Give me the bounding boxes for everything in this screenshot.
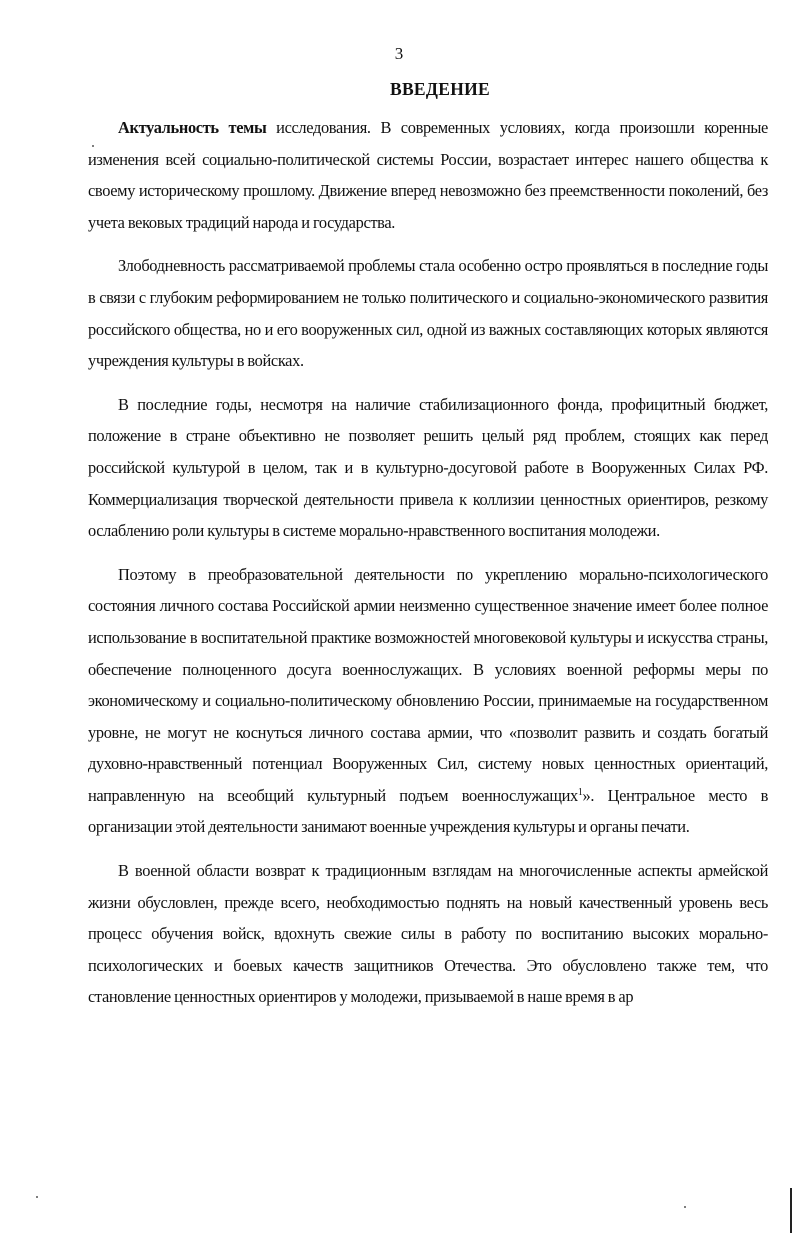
paragraph-relevance (88, 112, 768, 238)
body-text (88, 112, 768, 1013)
paragraph-current-situation (88, 389, 768, 547)
paragraph-text: В последние годы, несмотря на наличие стабилизационного фонда, профицитный бюджет, положение в стране объективно не позволяет решить целый ряд проблем, стоящих как перед российской культурой в целом, так и в культурно-досуговой работе в Вооруженных Силах РФ. Коммерциализация творческой деятельности привела к коллизии ценностных ориентиров, резкому ослаблению роли культуры в системе морально-нравственного воспитания молодежи. (88, 394, 768, 541)
paragraph-military-traditions (88, 855, 768, 1013)
paragraph-military-culture (88, 559, 768, 843)
scan-edge-mark (790, 1188, 792, 1233)
paragraph-text: Поэтому в преобразовательной деятельности по укреплению морально-психологического состояния личного состава Российской армии неизменно существенное значение имеет более полное использование в воспитательной практике возможностей многовековой культуры и искусства страны, обеспечение полноценного досуга военнослужащих. В условиях военной реформы меры по экономическому и социально-политическому обновлению России, принимаемые на государственном уровне, не могут не коснуться личного состава армии, что «позволит развить и создать богатый духовно-нравственный потенциал Вооруженных Сил, систему новых ценностных ориентаций, направленную на всеобщий культурный подъем военнослужащих (88, 564, 768, 805)
paragraph-text: Злободневность рассматриваемой проблемы стала особенно остро проявляться в последние годы в связи с глубоким реформированием не только политического и социально-экономического развития российского общества, но и его вооруженных сил, одной из важных составляющих которых являются учреждения культуры в войсках. (88, 256, 768, 371)
footnote-reference: 1 (577, 786, 583, 798)
paragraph-text: исследования. В современных условиях, когда произошли коренные изменения всей социально-политической системы России, возрастает интерес нашего общества к своему историческому прошлому. Движение вперед невозможно без преемственности поколений, без учета вековых традиций народа и государства. (88, 118, 768, 232)
paragraph-text: В военной области возврат к традиционным взглядам на многочисленные аспекты армейской жизни обусловлен, прежде всего, необходимостью поднять на новый качественный уровень весь процесс обучения войск, вдохнуть свежие силы в работу по воспитанию высоких морально-психологических и боевых качеств защитников Отечества. Это обусловлено также тем, что становление ценностных ориентиров у молодежи, призываемой в наше время в ар (88, 861, 768, 1007)
section-heading: ВВЕДЕНИЕ (389, 79, 491, 99)
paragraph-text-continued: ». Центральное место в организации этой деятельности занимают военные учреждения культуры и органы печати. (88, 785, 768, 837)
scan-speck (36, 1196, 38, 1198)
page-number: 3 (394, 44, 404, 63)
scan-speck (684, 1206, 686, 1208)
paragraph-topicality (88, 250, 768, 376)
paragraph-lead-term: Актуальность темы (118, 118, 267, 137)
scan-speck (92, 145, 94, 147)
